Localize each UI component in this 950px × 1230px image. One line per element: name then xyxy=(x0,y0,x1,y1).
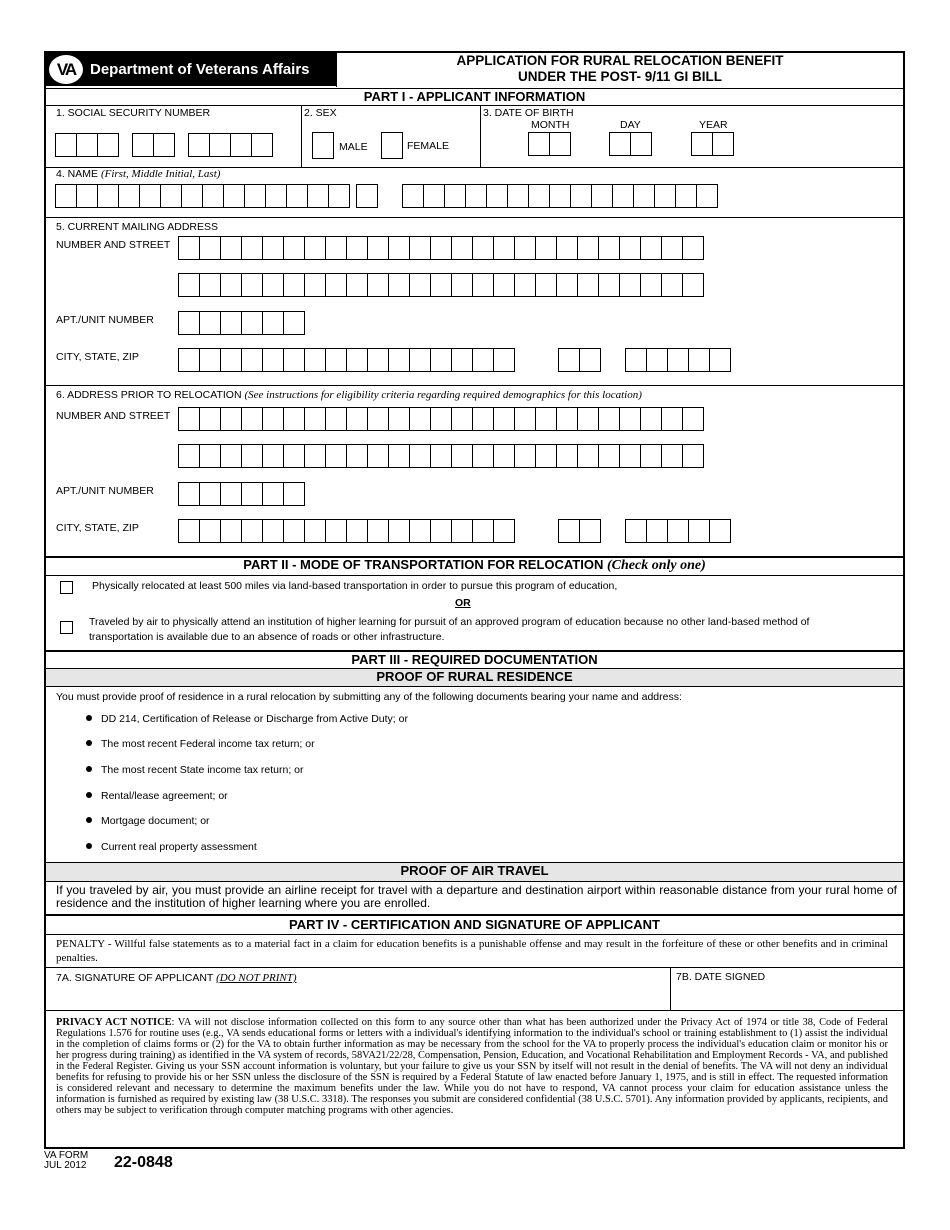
form-title: APPLICATION FOR RURAL RELOCATION BENEFIT UNDER THE POST- 9/11 GI BILL xyxy=(456,53,784,84)
va-logo-bar xyxy=(46,53,336,86)
dob-year-input[interactable] xyxy=(691,132,733,156)
name-first-input[interactable] xyxy=(55,184,349,208)
air-travel-label-line2: transportation is available due to an absence of roads or other infrastructure. xyxy=(89,631,445,643)
prior-address-label: 6. ADDRESS PRIOR TO RELOCATION (See instructions for eligibility criteria regarding required demographics for this location) xyxy=(56,389,642,401)
list-item: The most recent State income tax return; or xyxy=(86,764,304,776)
dob-month-label: MONTH xyxy=(531,119,570,131)
mailing-city-input[interactable] xyxy=(178,348,514,372)
mailing-zip-input[interactable] xyxy=(625,348,730,372)
dob-label: 3. DATE OF BIRTH xyxy=(483,107,574,119)
ssn-input-group3[interactable] xyxy=(188,133,272,157)
footer-date: JUL 2012 xyxy=(44,1160,87,1171)
residence-intro: You must provide proof of residence in a rural relocation by submitting any of the following documents bearing your name and address: xyxy=(56,691,682,703)
name-label: 4. NAME (First, Middle Initial, Last) xyxy=(56,168,221,180)
or-label: OR xyxy=(455,597,471,609)
proof-residence-heading: PROOF OF RURAL RESIDENCE xyxy=(46,668,903,687)
mailing-street-input-line2[interactable] xyxy=(178,273,703,297)
mailing-apt-input[interactable] xyxy=(178,311,304,335)
penalty-text: PENALTY - Willful false statements as to a material fact in a claim for education benefits is a punishable offense and may result in the forfeiture of these or other benefits and in criminal penalties. xyxy=(56,938,888,964)
female-label: FEMALE xyxy=(407,140,450,152)
part3-heading: PART III - REQUIRED DOCUMENTATION xyxy=(351,652,598,667)
land-transport-label: Physically relocated at least 500 miles via land-based transportation in order to pursue this program of education, xyxy=(92,580,618,592)
footer-va-form: VA FORM xyxy=(44,1150,89,1161)
signature-label: 7A. SIGNATURE OF APPLICANT (DO NOT PRINT) xyxy=(56,972,297,984)
mailing-street-label: NUMBER AND STREET xyxy=(56,239,171,251)
dob-day-label: DAY xyxy=(620,119,641,131)
prior-state-input[interactable] xyxy=(558,519,600,543)
prior-zip-input[interactable] xyxy=(625,519,730,543)
mailing-state-input[interactable] xyxy=(558,348,600,372)
list-item: DD 214, Certification of Release or Discharge from Active Duty; or xyxy=(86,713,408,725)
form-frame xyxy=(44,51,905,1149)
form-number: 22-0848 xyxy=(114,1154,173,1171)
ssn-label: 1. SOCIAL SECURITY NUMBER xyxy=(56,107,211,119)
mailing-city-label: CITY, STATE, ZIP xyxy=(56,351,139,363)
dob-day-input[interactable] xyxy=(609,132,651,156)
list-item: Mortgage document; or xyxy=(86,815,210,827)
male-checkbox[interactable] xyxy=(312,132,334,159)
air-travel-label-line1: Traveled by air to physically attend an institution of higher learning for pursuit of an approved program of education because no other land-based method of xyxy=(89,616,810,628)
female-checkbox[interactable] xyxy=(381,132,403,159)
signature-field[interactable] xyxy=(56,988,666,1008)
date-signed-label: 7B. DATE SIGNED xyxy=(676,971,766,983)
part4-heading: PART IV - CERTIFICATION AND SIGNATURE OF APPLICANT xyxy=(289,917,660,932)
ssn-input[interactable] xyxy=(55,133,118,157)
dob-year-label: YEAR xyxy=(699,119,728,131)
male-label: MALE xyxy=(339,141,368,153)
sex-label: 2. SEX xyxy=(304,107,337,119)
prior-street-input-line2[interactable] xyxy=(178,444,703,468)
proof-air-travel-heading: PROOF OF AIR TRAVEL xyxy=(46,862,903,882)
prior-city-label: CITY, STATE, ZIP xyxy=(56,522,139,534)
va-logo-icon: VA xyxy=(49,55,83,84)
land-transport-checkbox[interactable] xyxy=(60,581,73,594)
dob-month-input[interactable] xyxy=(528,132,570,156)
name-mi-input[interactable] xyxy=(356,184,377,208)
prior-apt-input[interactable] xyxy=(178,482,304,506)
prior-city-input[interactable] xyxy=(178,519,514,543)
prior-street-label: NUMBER AND STREET xyxy=(56,410,171,422)
mailing-address-label: 5. CURRENT MAILING ADDRESS xyxy=(56,221,219,233)
prior-apt-label: APT./UNIT NUMBER xyxy=(56,485,154,497)
department-name: Department of Veterans Affairs xyxy=(90,61,310,78)
name-last-input[interactable] xyxy=(402,184,717,208)
prior-street-input[interactable] xyxy=(178,407,703,431)
list-item: Current real property assessment xyxy=(86,841,257,853)
mailing-apt-label: APT./UNIT NUMBER xyxy=(56,314,154,326)
list-item: The most recent Federal income tax return; or xyxy=(86,738,315,750)
part2-heading: PART II - MODE OF TRANSPORTATION FOR RELOCATION (Check only one) xyxy=(243,557,706,573)
part1-heading: PART I - APPLICANT INFORMATION xyxy=(363,89,586,104)
air-travel-checkbox[interactable] xyxy=(60,621,73,634)
ssn-input-group2[interactable] xyxy=(132,133,174,157)
air-travel-text: If you traveled by air, you must provide an airline receipt for travel with a departure and destination airport within reasonable distance from your rural home of residence and the institution of higher learning where you are enrolled. xyxy=(56,883,897,910)
privacy-act-notice: PRIVACY ACT NOTICE: VA will not disclose information collected on this form to any source other than what has been authorized under the Privacy Act of 1974 or title 38, Code of Federal Regulations 1.576 for routine uses (e.g., VA sends educational forms or letters with a individual's identifying information to the individual's school or training establishment to (1) assist the individual in the completion of claims forms or (2) for the VA to obtain further information as may be necessary from the school for the VA to properly process the individual's education claim or monitor his or her progress during training) as identified in the VA system of records, 58VA21/22/28, Compensation, Pension, Education, and Vocational Rehabilitation and Employment Records - VA, and published in the Federal Register. Giving us your SSN account information is voluntary, but your failure to give us your SSN by itself will not result in the denial of benefits. The VA will not deny an individual benefits for refusing to provide his or her SSN unless the disclosure of the SSN is required by a Federal Statute of law enacted before January 1, 1975, and is still in effect. The requested information is considered relevant and necessary to determine the maximum benefits under the law. While you do not have to respond, VA cannot process your claim for education assistance unless the information is furnished as required by existing law (38 U.S.C. 3318). The responses you submit are considered confidential (38 U.S.C. 5701). Any information provided by applicants, recipients, and others may be subject to verification through computer matching programs with other agencies. xyxy=(56,1017,888,1116)
mailing-street-input[interactable] xyxy=(178,236,703,260)
list-item: Rental/lease agreement; or xyxy=(86,790,228,802)
date-signed-field[interactable] xyxy=(676,988,896,1008)
